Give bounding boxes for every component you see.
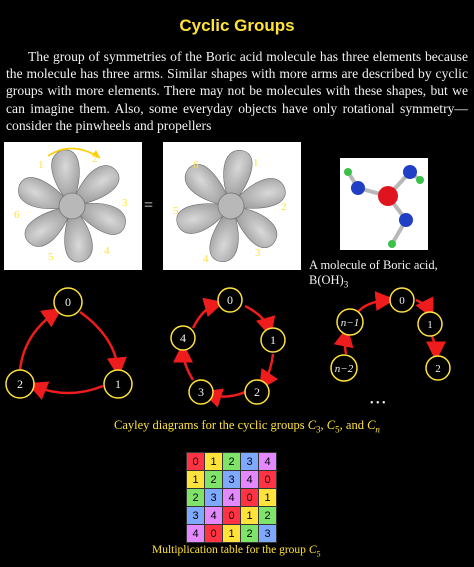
- cayley-diagram-c5: [165, 282, 295, 412]
- table-cell: 4: [187, 525, 205, 543]
- molecule-caption-subscript: 3: [343, 279, 349, 290]
- propeller-right-label: 3: [255, 247, 261, 259]
- cayley-caption-c3-subscript: 3: [316, 424, 321, 435]
- table-cell: 0: [259, 471, 277, 489]
- boric-acid-molecule-image: [340, 158, 428, 250]
- cayley-node: 2: [17, 377, 23, 391]
- cayley-caption-separator: , and: [339, 418, 368, 432]
- propeller-left-label: 6: [14, 209, 20, 221]
- cayley-node: n−1: [340, 317, 360, 329]
- propeller-left-label: 5: [48, 251, 54, 263]
- table-cell: 3: [187, 507, 205, 525]
- cayley-node: 0: [399, 295, 405, 307]
- propeller-left-label: 1: [38, 159, 44, 171]
- intro-paragraph: The group of symmetries of the Boric acid molecule has three elements because the molecule has three arms. Similar shapes with more arms are described by cyclic groups with more elements. There may not be molecules with these shapes, but we can imagine them. Also, some everyday objects have only rotational symmetry—consider the pinwheels and propellers: [6, 49, 468, 133]
- table-cell: 2: [259, 507, 277, 525]
- table-cell: 3: [223, 471, 241, 489]
- table-cell: 2: [241, 525, 259, 543]
- cayley-caption: [114, 418, 380, 435]
- table-cell: 0: [223, 507, 241, 525]
- cayley-node: 0: [227, 293, 233, 307]
- cayley-node: 4: [180, 331, 186, 345]
- table-row: [187, 507, 277, 525]
- table-cell: 2: [205, 471, 223, 489]
- table-cell: 0: [205, 525, 223, 543]
- propeller-right-image: [163, 142, 301, 270]
- table-row: [187, 489, 277, 507]
- table-cell: 0: [187, 453, 205, 471]
- cayley-diagram-cn: [318, 279, 468, 412]
- cayley-node: 2: [254, 385, 260, 399]
- molecule-caption-text: A molecule of Boric acid, B(OH): [309, 258, 438, 287]
- cayley-caption-cn: C: [367, 418, 376, 432]
- table-cell: 1: [259, 489, 277, 507]
- table-cell: 1: [223, 525, 241, 543]
- cayley-caption-text: Cayley diagrams for the cyclic groups: [114, 418, 308, 432]
- propeller-left-image: [4, 142, 142, 270]
- cayley-node: 1: [115, 377, 121, 391]
- table-caption: [152, 544, 320, 558]
- cayley-node: n−2: [334, 363, 354, 375]
- table-cell: 4: [241, 471, 259, 489]
- cayley-caption-cn-subscript: n: [375, 424, 380, 435]
- table-cell: 0: [241, 489, 259, 507]
- table-caption-text: Multiplication table for the group: [152, 544, 309, 556]
- table-cell: 3: [205, 489, 223, 507]
- multiplication-table: [186, 452, 277, 543]
- page-title: Cyclic Groups: [179, 16, 295, 35]
- cayley-caption-c3: C: [307, 418, 317, 432]
- propeller-left-label: 4: [104, 245, 110, 257]
- cayley-diagram-c3: [0, 282, 150, 412]
- table-cell: 1: [187, 471, 205, 489]
- table-cell: 3: [259, 525, 277, 543]
- table-caption-subscript: 5: [316, 549, 321, 559]
- propeller-left-label: 2: [92, 153, 98, 165]
- table-row: [187, 453, 277, 471]
- propeller-right-label: 4: [203, 253, 209, 265]
- table-cell: 4: [205, 507, 223, 525]
- table-row: [187, 471, 277, 489]
- table-row: [187, 525, 277, 543]
- cayley-node: 3: [198, 385, 204, 399]
- propeller-right-label: 2: [281, 201, 287, 213]
- cayley-continuation-dots: • • •: [370, 398, 386, 409]
- table-cell: 4: [223, 489, 241, 507]
- propeller-left-label: 3: [122, 197, 128, 209]
- propeller-right-label: 5: [173, 205, 179, 217]
- propeller-right-label: 1: [253, 157, 259, 169]
- cayley-caption-c5-subscript: 5: [335, 424, 340, 435]
- propeller-right-label: 6: [193, 159, 199, 171]
- table-cell: 1: [241, 507, 259, 525]
- table-cell: 1: [205, 453, 223, 471]
- cayley-caption-c5: C: [326, 418, 336, 432]
- table-cell: 3: [241, 453, 259, 471]
- equals-sign: =: [144, 197, 154, 214]
- cayley-caption-separator: ,: [320, 418, 327, 432]
- table-caption-c: C: [308, 544, 317, 556]
- cayley-node: 1: [427, 319, 433, 331]
- table-cell: 2: [187, 489, 205, 507]
- cayley-node: 2: [435, 363, 441, 375]
- cayley-node: 0: [65, 295, 71, 309]
- cayley-node: 1: [270, 333, 276, 347]
- table-cell: 4: [259, 453, 277, 471]
- table-cell: 2: [223, 453, 241, 471]
